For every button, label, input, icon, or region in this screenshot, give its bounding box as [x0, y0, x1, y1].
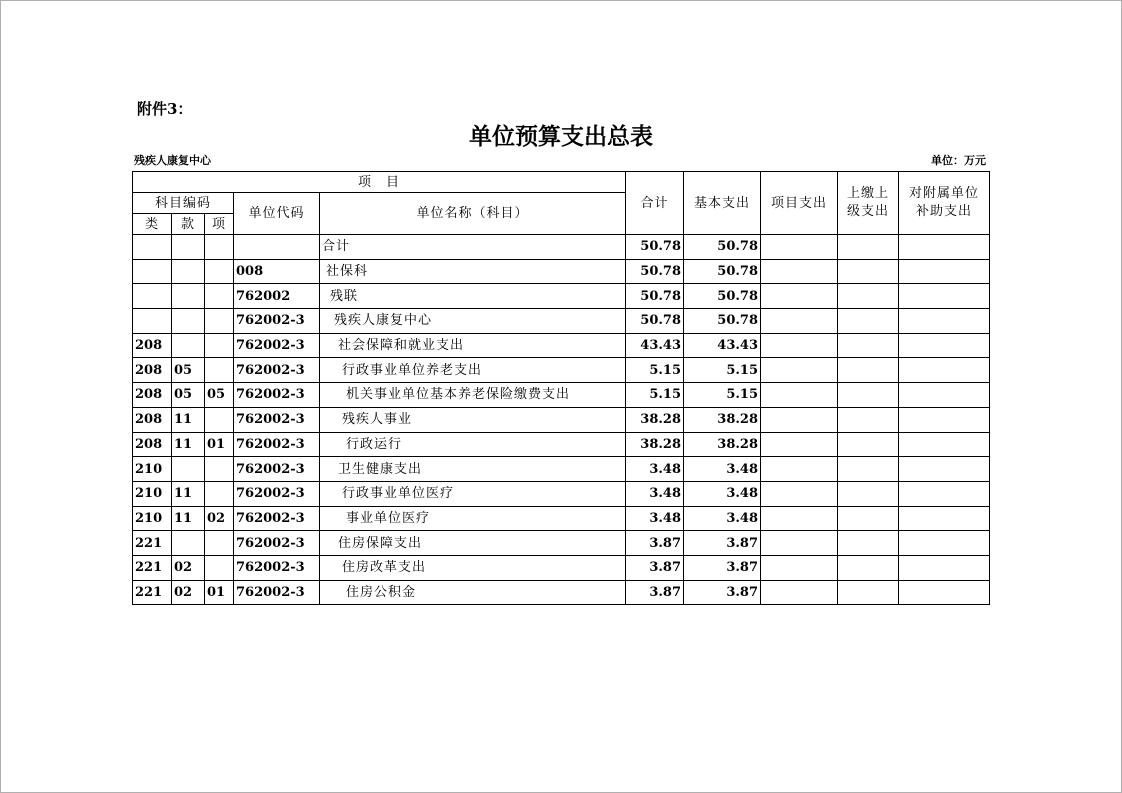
cell-subsidy-expenditure [899, 457, 990, 482]
cell-project-expenditure [761, 259, 838, 284]
cell-item-code [205, 407, 234, 432]
cell-unit-name: 社保科 [320, 259, 626, 284]
header-unit-name: 单位名称（科目） [320, 193, 626, 235]
page-title: 单位预算支出总表 [469, 124, 653, 150]
unit-label: 单位：万元 [931, 154, 986, 167]
cell-section-code: 11 [172, 481, 205, 506]
table-row [133, 531, 990, 556]
cell-superior-payment [838, 580, 899, 605]
cell-unit-code: 762002-3 [234, 432, 320, 457]
header-basic: 基本支出 [684, 172, 761, 235]
header-xiang: 项 [205, 214, 234, 235]
cell-basic-expenditure: 50.78 [684, 284, 761, 309]
cell-basic-expenditure: 3.48 [684, 457, 761, 482]
cell-basic-expenditure: 50.78 [684, 259, 761, 284]
cell-unit-name: 住房保障支出 [320, 531, 626, 556]
cell-project-expenditure [761, 383, 838, 408]
cell-total: 38.28 [626, 407, 684, 432]
cell-category-code [133, 235, 172, 260]
cell-item-code: 01 [205, 580, 234, 605]
cell-total: 3.87 [626, 531, 684, 556]
cell-project-expenditure [761, 333, 838, 358]
cell-superior-payment [838, 284, 899, 309]
cell-total: 50.78 [626, 259, 684, 284]
cell-project-expenditure [761, 309, 838, 334]
cell-subsidy-expenditure [899, 580, 990, 605]
table-row [133, 432, 990, 457]
table-row [133, 284, 990, 309]
cell-item-code [205, 284, 234, 309]
table-row [133, 407, 990, 432]
cell-section-code [172, 284, 205, 309]
cell-section-code [172, 531, 205, 556]
cell-subsidy-expenditure [899, 407, 990, 432]
cell-basic-expenditure: 3.87 [684, 580, 761, 605]
cell-basic-expenditure: 3.87 [684, 555, 761, 580]
cell-subsidy-expenditure [899, 259, 990, 284]
cell-section-code [172, 259, 205, 284]
header-total: 合计 [626, 172, 684, 235]
cell-project-expenditure [761, 580, 838, 605]
cell-subsidy-expenditure [899, 506, 990, 531]
cell-superior-payment [838, 531, 899, 556]
cell-unit-name: 残联 [320, 284, 626, 309]
cell-unit-code: 008 [234, 259, 320, 284]
cell-project-expenditure [761, 407, 838, 432]
cell-unit-code: 762002-3 [234, 333, 320, 358]
cell-section-code: 05 [172, 383, 205, 408]
cell-category-code [133, 259, 172, 284]
cell-unit-name: 住房改革支出 [320, 555, 626, 580]
cell-item-code [205, 358, 234, 383]
cell-item-code [205, 333, 234, 358]
cell-unit-code: 762002-3 [234, 309, 320, 334]
cell-project-expenditure [761, 284, 838, 309]
cell-unit-code: 762002-3 [234, 481, 320, 506]
cell-item-code: 02 [205, 506, 234, 531]
cell-total: 5.15 [626, 383, 684, 408]
cell-superior-payment [838, 481, 899, 506]
cell-total: 3.48 [626, 506, 684, 531]
cell-basic-expenditure: 50.78 [684, 235, 761, 260]
cell-section-code: 11 [172, 506, 205, 531]
cell-total: 3.87 [626, 555, 684, 580]
table-row [133, 580, 990, 605]
cell-category-code: 208 [133, 333, 172, 358]
table-row [133, 506, 990, 531]
table-body [133, 235, 990, 605]
cell-unit-code: 762002-3 [234, 358, 320, 383]
cell-subsidy-expenditure [899, 555, 990, 580]
cell-subsidy-expenditure [899, 531, 990, 556]
cell-total: 50.78 [626, 309, 684, 334]
cell-unit-code: 762002-3 [234, 383, 320, 408]
cell-category-code: 210 [133, 457, 172, 482]
cell-unit-name: 机关事业单位基本养老保险缴费支出 [320, 383, 626, 408]
cell-item-code: 01 [205, 432, 234, 457]
cell-basic-expenditure: 3.48 [684, 481, 761, 506]
cell-unit-code: 762002-3 [234, 407, 320, 432]
header-superior [838, 172, 899, 235]
table-row [133, 383, 990, 408]
attachment-label: 附件3： [137, 100, 193, 118]
cell-category-code: 208 [133, 432, 172, 457]
cell-item-code [205, 481, 234, 506]
cell-total: 5.15 [626, 358, 684, 383]
cell-category-code: 208 [133, 358, 172, 383]
header-project: 项目支出 [761, 172, 838, 235]
cell-item-code [205, 555, 234, 580]
cell-category-code [133, 309, 172, 334]
cell-unit-code: 762002-3 [234, 457, 320, 482]
cell-unit-name: 住房公积金 [320, 580, 626, 605]
cell-subsidy-expenditure [899, 432, 990, 457]
cell-unit-code: 762002-3 [234, 555, 320, 580]
cell-superior-payment [838, 235, 899, 260]
cell-item-code [205, 457, 234, 482]
cell-basic-expenditure: 50.78 [684, 309, 761, 334]
cell-category-code: 208 [133, 383, 172, 408]
table-row [133, 358, 990, 383]
cell-total: 38.28 [626, 432, 684, 457]
cell-unit-name: 事业单位医疗 [320, 506, 626, 531]
cell-category-code: 221 [133, 580, 172, 605]
cell-total: 3.48 [626, 457, 684, 482]
cell-unit-name: 卫生健康支出 [320, 457, 626, 482]
cell-subsidy-expenditure [899, 309, 990, 334]
cell-project-expenditure [761, 555, 838, 580]
table-row [133, 481, 990, 506]
cell-superior-payment [838, 506, 899, 531]
header-subject-code: 科目编码 [133, 193, 234, 214]
cell-superior-payment [838, 358, 899, 383]
cell-project-expenditure [761, 481, 838, 506]
cell-superior-payment [838, 259, 899, 284]
cell-section-code: 05 [172, 358, 205, 383]
cell-superior-payment [838, 383, 899, 408]
header-unit-code: 单位代码 [234, 193, 320, 235]
cell-total: 3.48 [626, 481, 684, 506]
cell-total: 3.87 [626, 580, 684, 605]
cell-section-code [172, 333, 205, 358]
cell-section-code: 11 [172, 407, 205, 432]
cell-section-code: 11 [172, 432, 205, 457]
cell-project-expenditure [761, 531, 838, 556]
header-subsidy [899, 172, 990, 235]
header-superior-line2: 级支出 [846, 204, 889, 219]
budget-expenditure-table [132, 171, 990, 605]
cell-unit-code: 762002-3 [234, 580, 320, 605]
cell-item-code [205, 235, 234, 260]
cell-total: 43.43 [626, 333, 684, 358]
cell-subsidy-expenditure [899, 235, 990, 260]
cell-project-expenditure [761, 358, 838, 383]
cell-basic-expenditure: 5.15 [684, 383, 761, 408]
cell-unit-name: 社会保障和就业支出 [320, 333, 626, 358]
cell-unit-name: 残疾人康复中心 [320, 309, 626, 334]
header-subsidy-line2: 补助支出 [915, 204, 972, 219]
cell-unit-name: 行政事业单位养老支出 [320, 358, 626, 383]
cell-category-code: 221 [133, 555, 172, 580]
header-superior-line1: 上缴上 [846, 186, 889, 202]
header-subsidy-line1: 对附属单位 [908, 186, 979, 202]
cell-superior-payment [838, 432, 899, 457]
cell-item-code [205, 531, 234, 556]
cell-total: 50.78 [626, 235, 684, 260]
cell-project-expenditure [761, 432, 838, 457]
table-row [133, 555, 990, 580]
cell-section-code [172, 309, 205, 334]
header-lei: 类 [133, 214, 172, 235]
cell-unit-code: 762002 [234, 284, 320, 309]
cell-category-code: 210 [133, 506, 172, 531]
organization-name: 残疾人康复中心 [134, 154, 211, 167]
cell-superior-payment [838, 555, 899, 580]
table-row [133, 333, 990, 358]
cell-subsidy-expenditure [899, 333, 990, 358]
cell-item-code [205, 309, 234, 334]
table-row [133, 259, 990, 284]
table-row [133, 235, 990, 260]
cell-unit-name: 行政运行 [320, 432, 626, 457]
cell-basic-expenditure: 38.28 [684, 432, 761, 457]
cell-category-code: 210 [133, 481, 172, 506]
cell-basic-expenditure: 3.87 [684, 531, 761, 556]
cell-subsidy-expenditure [899, 284, 990, 309]
cell-item-code: 05 [205, 383, 234, 408]
cell-unit-name: 合计 [320, 235, 626, 260]
cell-category-code [133, 284, 172, 309]
cell-section-code: 02 [172, 555, 205, 580]
cell-total: 50.78 [626, 284, 684, 309]
table-row [133, 457, 990, 482]
cell-category-code: 208 [133, 407, 172, 432]
cell-section-code: 02 [172, 580, 205, 605]
cell-unit-name: 残疾人事业 [320, 407, 626, 432]
header-item: 项 目 [133, 172, 626, 193]
cell-basic-expenditure: 38.28 [684, 407, 761, 432]
cell-unit-name: 行政事业单位医疗 [320, 481, 626, 506]
cell-superior-payment [838, 333, 899, 358]
cell-superior-payment [838, 407, 899, 432]
cell-project-expenditure [761, 506, 838, 531]
cell-subsidy-expenditure [899, 358, 990, 383]
cell-basic-expenditure: 43.43 [684, 333, 761, 358]
cell-superior-payment [838, 309, 899, 334]
cell-project-expenditure [761, 235, 838, 260]
cell-unit-code: 762002-3 [234, 531, 320, 556]
cell-unit-code [234, 235, 320, 260]
cell-item-code [205, 259, 234, 284]
cell-category-code: 221 [133, 531, 172, 556]
cell-project-expenditure [761, 457, 838, 482]
cell-section-code [172, 235, 205, 260]
cell-unit-code: 762002-3 [234, 506, 320, 531]
cell-basic-expenditure: 5.15 [684, 358, 761, 383]
cell-basic-expenditure: 3.48 [684, 506, 761, 531]
cell-section-code [172, 457, 205, 482]
cell-superior-payment [838, 457, 899, 482]
cell-subsidy-expenditure [899, 481, 990, 506]
table-row [133, 309, 990, 334]
header-kuan: 款 [172, 214, 205, 235]
cell-subsidy-expenditure [899, 383, 990, 408]
